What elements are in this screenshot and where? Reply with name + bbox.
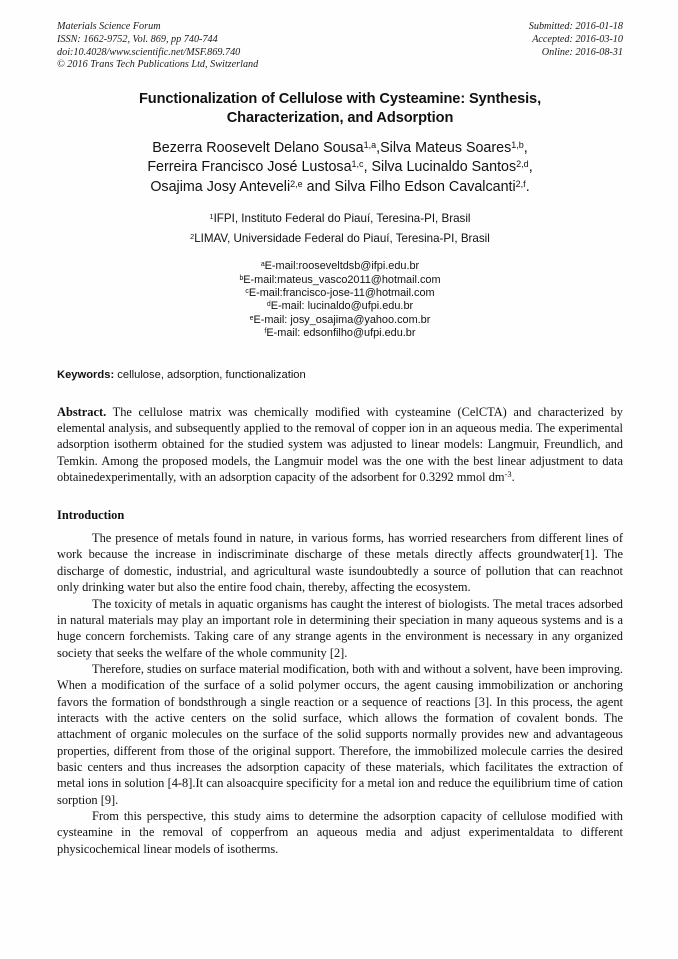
author-line-2 bbox=[57, 158, 623, 177]
email-list bbox=[57, 260, 623, 340]
author-line-1 bbox=[57, 139, 623, 158]
author-name: ,Silva Mateus Soares bbox=[376, 140, 512, 156]
introduction-paragraph: The presence of metals found in nature, in various forms, has worried researchers from different lines of work because the increase in indiscriminate discharge of these metals directly affects groundwater[1]. The discharge of domestic, industrial, and agricultural waste isundoubtedly a source of pollution that can reachnot only drinking water but also the entire food chain, thereby, affecting the ecosystem. bbox=[57, 531, 623, 595]
title-line-1: Functionalization of Cellulose with Cysteamine: Synthesis, bbox=[138, 91, 542, 107]
journal-issn-volume: ISSN: 1662-9752, Vol. 869, pp 740-744 bbox=[57, 33, 218, 45]
email-address[interactable]: E-mail: josy_osajima@yahoo.com.br bbox=[253, 313, 431, 326]
email-item bbox=[57, 314, 623, 327]
page-content bbox=[57, 0, 623, 857]
introduction-paragraph: The toxicity of metals in aquatic organisms has caught the interest of biologists. The metal traces adsorbed in natural materials may play an important role in determining their speciation in many aqueous systems and is a huge concern forchemists. Taking care of any strange agents in the environment is necessary in any organized society that seeks the welfare of the whole community [2]. bbox=[57, 596, 623, 660]
keywords-values: cellulose, adsorption, functionalization bbox=[114, 368, 306, 381]
email-marker: c bbox=[245, 288, 249, 296]
affiliation-text: LIMAV, Universidade Federal do Piauí, Teresina-PI, Brasil bbox=[194, 231, 490, 245]
affiliation-item bbox=[57, 209, 623, 229]
journal-info-block bbox=[57, 21, 258, 72]
submission-dates-block bbox=[529, 21, 623, 59]
email-marker: a bbox=[260, 261, 265, 269]
email-address[interactable]: E-mail:mateus_vasco2011@hotmail.com bbox=[243, 273, 441, 286]
abstract-section bbox=[57, 404, 623, 485]
section-heading-introduction: Introduction bbox=[57, 508, 125, 523]
email-item bbox=[57, 274, 623, 287]
email-address[interactable]: E-mail:rooseveltdsb@ifpi.edu.br bbox=[264, 260, 420, 273]
email-address[interactable]: E-mail: edsonfilho@ufpi.edu.br bbox=[266, 327, 416, 340]
abstract-label: Abstract. bbox=[57, 404, 107, 419]
email-marker: b bbox=[239, 274, 244, 282]
author-affiliation-marker: 2,f bbox=[515, 179, 526, 190]
journal-name: Materials Science Forum bbox=[57, 21, 161, 32]
abstract-exponent: -3 bbox=[504, 469, 512, 480]
date-online: Online: 2016-08-31 bbox=[541, 46, 623, 58]
author-name: and Silva Filho Edson Cavalcanti bbox=[302, 178, 516, 195]
affiliation-list bbox=[57, 209, 623, 248]
author-affiliation-marker: 1,b bbox=[511, 140, 524, 151]
author-separator: , bbox=[523, 140, 528, 156]
affiliation-marker: 2 bbox=[190, 231, 195, 241]
page-title bbox=[57, 90, 623, 128]
email-marker: d bbox=[266, 301, 271, 309]
affiliation-marker: 1 bbox=[209, 212, 214, 222]
author-affiliation-marker: 2,e bbox=[290, 179, 303, 190]
journal-copyright: © 2016 Trans Tech Publications Ltd, Switzerland bbox=[57, 59, 259, 71]
affiliation-text: IFPI, Instituto Federal do Piauí, Teresina-PI, Brasil bbox=[213, 212, 471, 226]
author-affiliation-marker: 1,a bbox=[363, 140, 377, 151]
author-list bbox=[57, 139, 623, 197]
author-line-3 bbox=[57, 178, 623, 197]
email-item bbox=[57, 300, 623, 313]
author-affiliation-marker: 2,d bbox=[516, 159, 529, 170]
author-name: Ferreira Francisco José Lustosa bbox=[147, 159, 352, 176]
author-separator: . bbox=[525, 178, 530, 195]
email-marker: e bbox=[249, 314, 254, 322]
journal-doi: doi:10.4028/www.scientific.net/MSF.869.740 bbox=[57, 46, 241, 58]
running-header bbox=[57, 21, 623, 73]
date-submitted: Submitted: 2016-01-18 bbox=[528, 21, 623, 32]
introduction-paragraph: Therefore, studies on surface material modification, both with and without a solvent, have been improving. When a modification of the surface of a solid polymer occurs, the agent causing immobilization or anchoring favors the formation of bondsthrough a single reaction or a sequence of reactions [3]. In this process, the agent interacts with the active centers on the solid surface, which allows the formation of covalent bonds. The attachment of organic molecules on the surface of the solid supports normally provides new and advantageous properties, different from those of the original support. Therefore, the immobilized molecule carries the desired basic centers and thus increases the adsorption capacity of these materials, which facilitates the extraction of metal ions in solution [4-8].It can alsoacquire specificity for a metal ion and reduce the equilibrium time of cation sorption [9]. bbox=[57, 661, 623, 807]
author-affiliation-marker: 1,c bbox=[351, 159, 364, 170]
abstract-text: The cellulose matrix was chemically modified with cysteamine (CelCTA) and characterized by elemental analysis, and subsequently applied to the removal of copper ion in an aqueous media. The experimental adsorption isotherm obtained for the studied system was adjusted to linear models: Langmuir, Freundlich, and Temkin. Among the proposed models, the Langmuir model was the one with the best linear adjustment to data obtainedexperimentally, with an adsorption capacity of the adsorbent for 0.3292 mmol dm bbox=[57, 404, 623, 484]
author-name: Osajima Josy Anteveli bbox=[150, 178, 291, 195]
email-item bbox=[57, 287, 623, 300]
email-address[interactable]: E-mail:francisco-jose-11@hotmail.com bbox=[248, 287, 435, 300]
keywords-line bbox=[57, 368, 623, 382]
author-name: , Silva Lucinaldo Santos bbox=[363, 159, 517, 176]
date-accepted: Accepted: 2016-03-10 bbox=[532, 33, 623, 45]
email-item bbox=[57, 260, 623, 273]
introduction-paragraph: From this perspective, this study aims to determine the adsorption capacity of cellulose modified with cysteamine in the removal of copperfrom an aqueous media and adjust experimentaldata to different physicochemical linear models of isotherms. bbox=[57, 808, 623, 856]
title-line-2: Characterization, and Adsorption bbox=[226, 110, 454, 126]
author-name: Bezerra Roosevelt Delano Sousa bbox=[152, 140, 364, 156]
email-address[interactable]: E-mail: lucinaldo@ufpi.edu.br bbox=[270, 300, 414, 313]
author-separator: , bbox=[528, 159, 533, 176]
affiliation-item bbox=[57, 229, 623, 249]
email-item bbox=[57, 327, 623, 340]
email-marker: f bbox=[264, 328, 267, 336]
abstract-text-end: . bbox=[511, 469, 515, 484]
keywords-label: Keywords: bbox=[57, 368, 115, 381]
